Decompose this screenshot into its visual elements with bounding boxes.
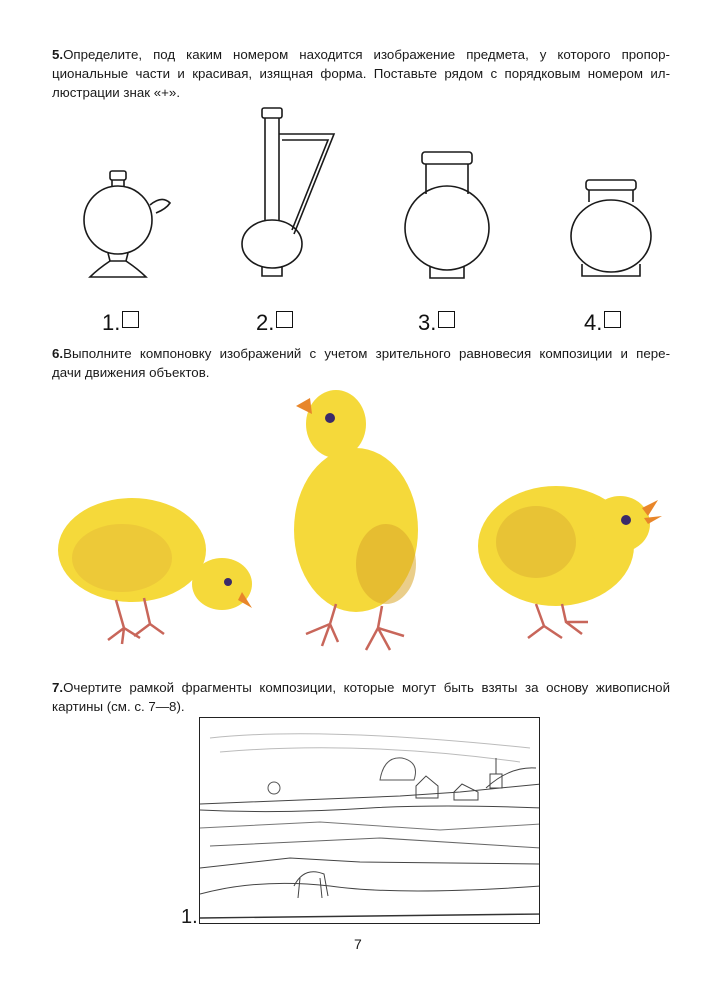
vessel-4-drawing [564,176,656,284]
vessel-3-drawing [398,148,498,284]
task-line: Определите, под каким номером находится изображение предмета, у которого пропор- [63,47,670,62]
landscape-sketch[interactable] [199,717,540,924]
option-2-checkbox[interactable] [256,312,293,334]
task-number: 7. [52,680,64,695]
task-7-text [52,678,670,716]
checkbox-square[interactable] [604,311,621,328]
option-4-checkbox[interactable] [584,312,621,334]
checkbox-square[interactable] [122,311,139,328]
option-number: 3. [418,310,437,335]
chick-standing-illustration [286,384,438,660]
page-number: 7 [354,936,362,952]
landscape-number: 1. [181,906,198,928]
vessel-1-drawing [78,165,178,285]
task-6-text [52,344,670,382]
chick-chirping-illustration [470,472,664,658]
option-3-checkbox[interactable] [418,312,455,334]
vessel-2-drawing [236,104,346,284]
checkbox-square[interactable] [276,311,293,328]
checkbox-square[interactable] [438,311,455,328]
task-line: циональные части и красивая, изящная форма. Поставьте рядом с порядковым номером ил- [52,66,670,81]
task-line: дачи движения объектов. [52,365,210,380]
task-line: картины (см. с. 7—8). [52,699,185,714]
option-number: 4. [584,310,603,335]
option-number: 1. [102,310,121,335]
task-5-text [52,45,670,102]
chick-pecking-illustration [52,488,258,658]
task-number: 6. [52,346,64,361]
task-number: 5. [52,47,64,62]
task-line: люстрации знак «+». [52,85,181,100]
option-1-checkbox[interactable] [102,312,139,334]
task-line: Выполните компоновку изображений с учетом зрительного равновесия композиции и пере- [63,346,670,361]
option-number: 2. [256,310,275,335]
task-line: Очертите рамкой фрагменты композиции, которые могут быть взяты за основу живописной [63,680,670,695]
